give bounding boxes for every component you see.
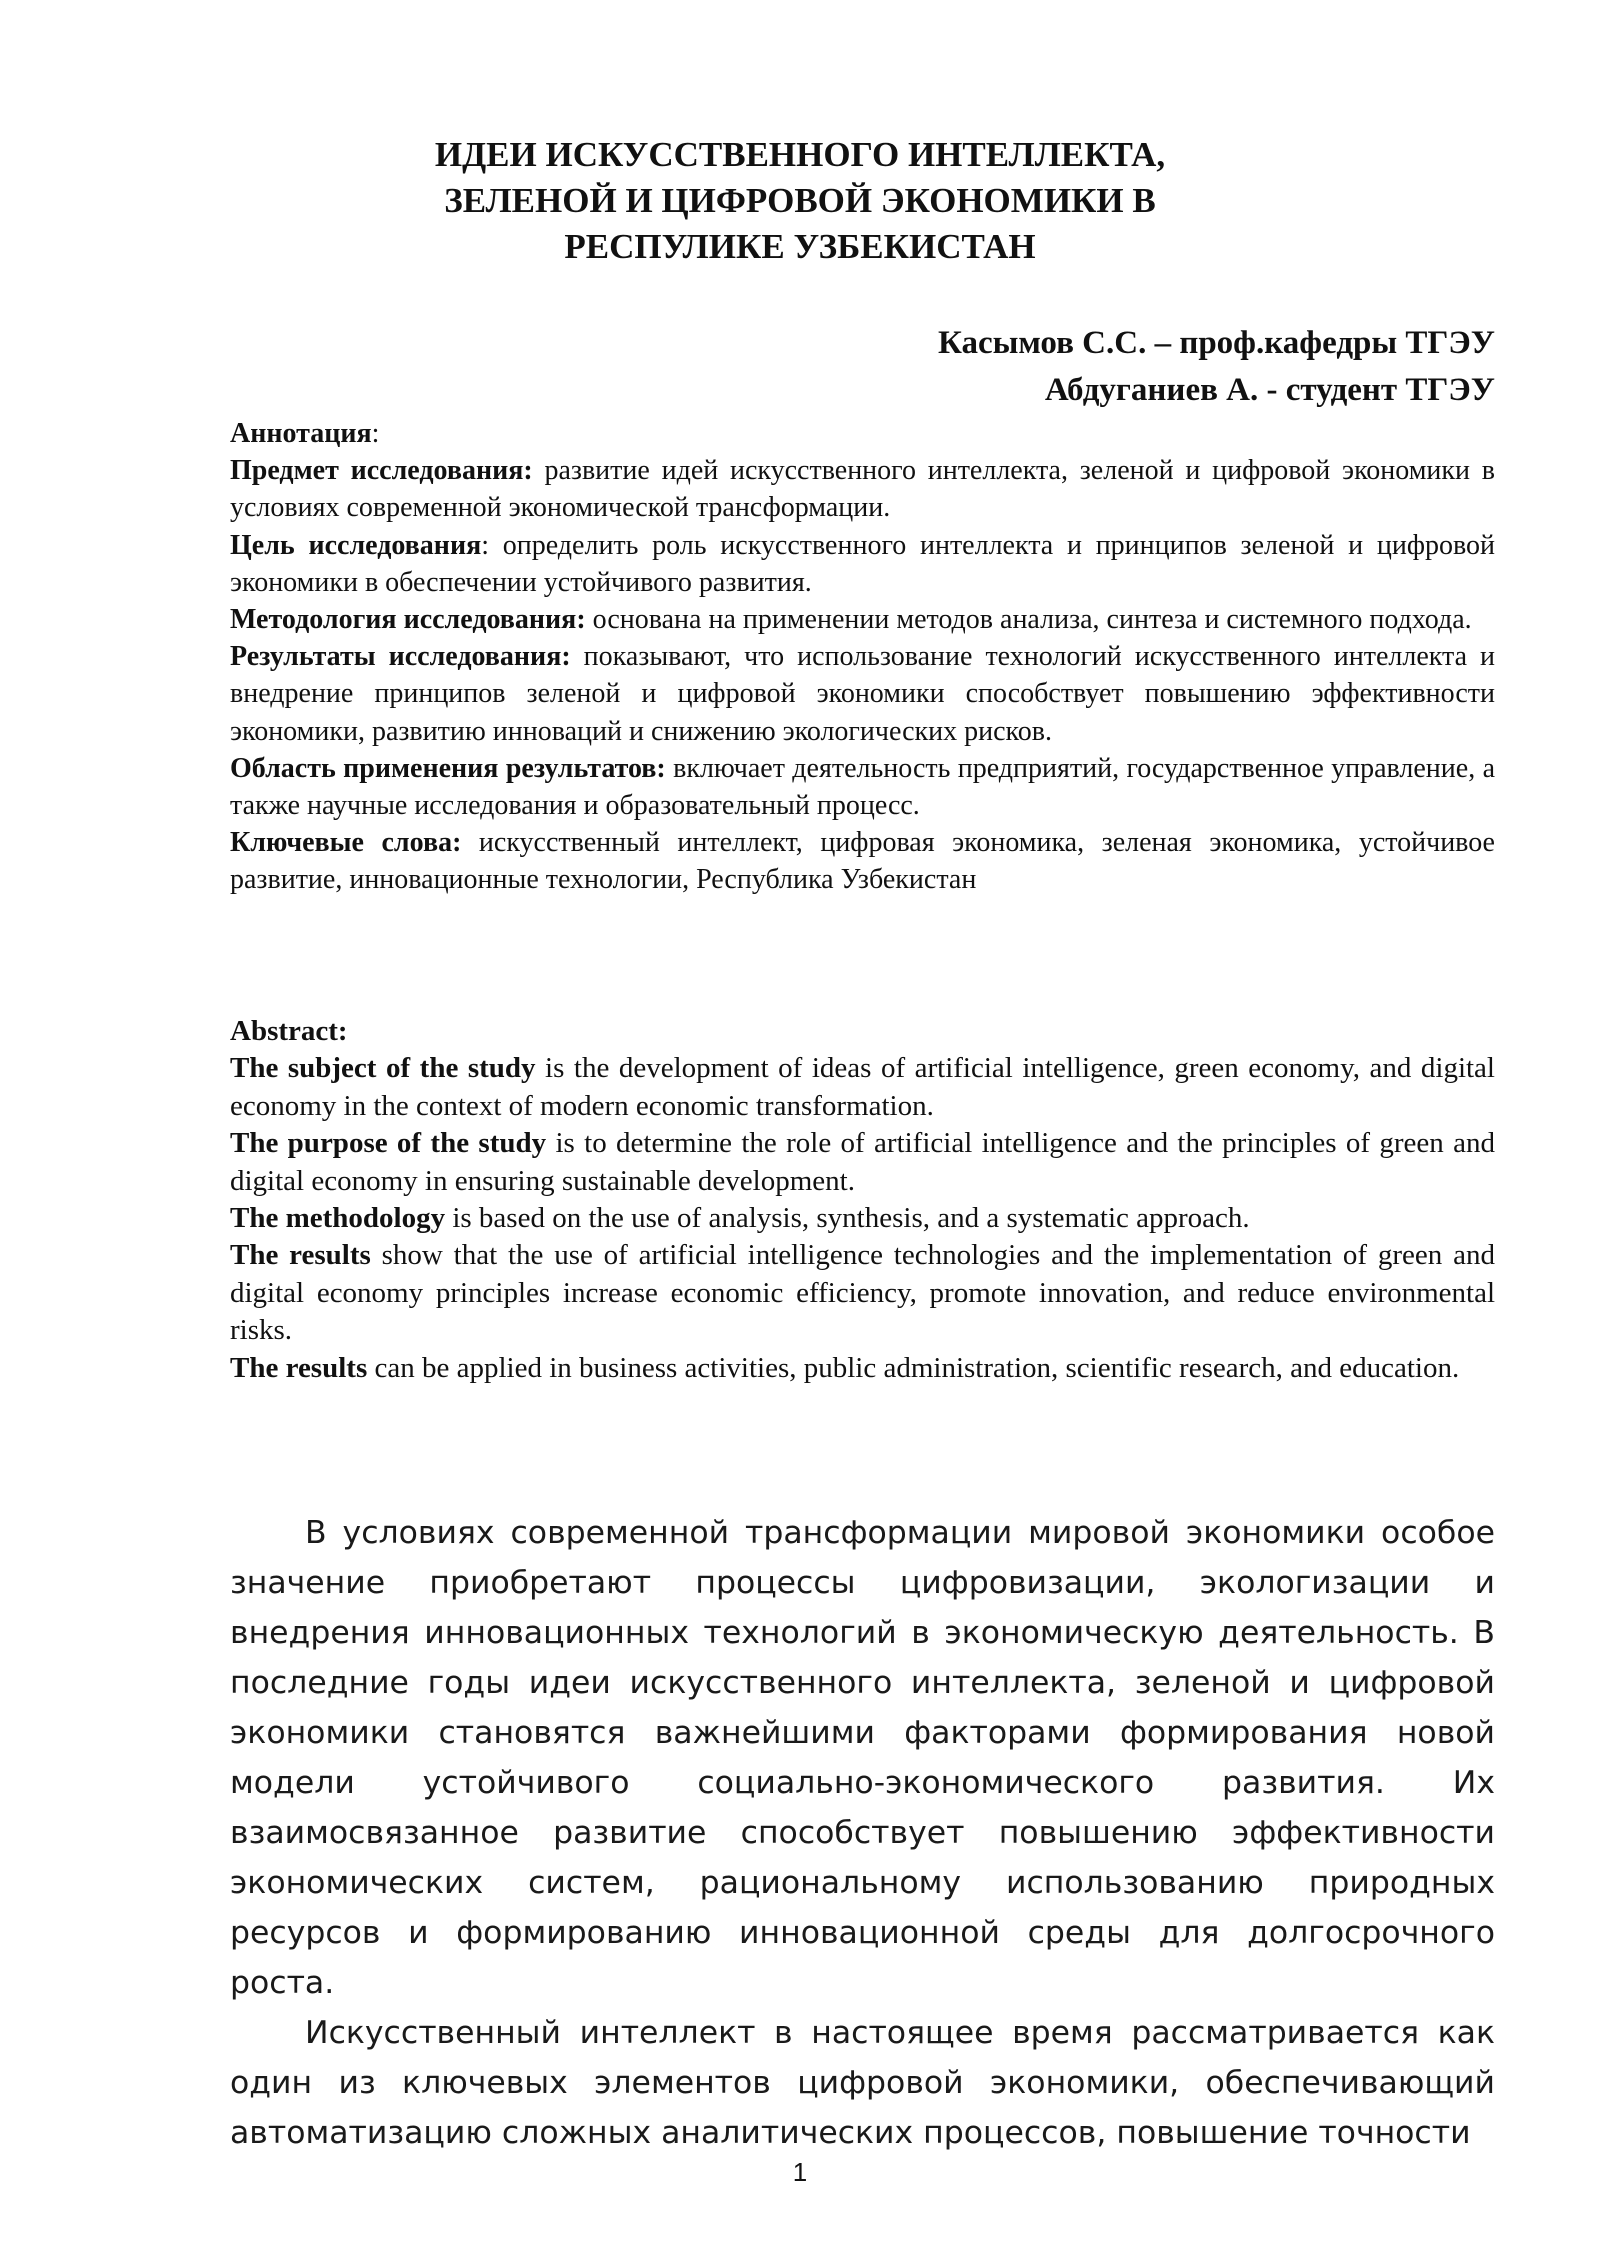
- title-line-3: РЕСПУЛИКЕ УЗБЕКИСТАН: [564, 227, 1036, 266]
- abstract-purpose-text: is to determine the role of artificial intelligence and the principles of green and digital economy in ensuring sustainable development.: [230, 1127, 1495, 1197]
- main-body: [230, 1508, 1495, 2158]
- annotation-goal: [230, 527, 1495, 601]
- annotation-heading-line: [230, 415, 1495, 452]
- annotation-subject-label: Предмет исследования:: [230, 455, 533, 487]
- abstract-heading: Abstract:: [230, 1015, 348, 1047]
- abstract-purpose-label: The purpose of the study: [230, 1127, 547, 1160]
- abstract-subject-text: is the development of ideas of artificial intelligence, green economy, and digital economy in the context of modern economic transformation.: [230, 1052, 1495, 1122]
- annotation-application: [230, 750, 1495, 824]
- abstract-results: [230, 1237, 1495, 1349]
- annotation-keywords-label: Ключевые слова:: [230, 827, 462, 859]
- author-2: Абдуганиев А. - студент ТГЭУ: [1044, 372, 1495, 408]
- abstract-results-label: The results: [230, 1239, 371, 1272]
- annotation-results: [230, 638, 1495, 750]
- annotation-subject: [230, 452, 1495, 526]
- annotation-method-text: основана на применении методов анализа, синтеза и системного подхода.: [585, 604, 1472, 636]
- annotation-goal-text: : определить роль искусственного интеллекта и принципов зеленой и цифровой экономики в обеспечении устойчивого развития.: [230, 529, 1496, 598]
- author-1: Касымов С.С. – проф.кафедры ТГЭУ: [937, 325, 1495, 361]
- abstract-application-text: can be applied in business activities, public administration, scientific research, and education.: [367, 1351, 1460, 1384]
- title-line-2: ЗЕЛЕНОЙ И ЦИФРОВОЙ ЭКОНОМИКИ В: [444, 181, 1156, 220]
- abstract-en: [230, 1013, 1495, 1387]
- annotation-keywords-text: искусственный интеллект, цифровая экономика, зеленая экономика, устойчивое развитие, инновационные технологии, Республика Узбекистан: [230, 827, 1495, 896]
- annotation-results-text: показывают, что использование технологий искусственного интеллекта и внедрение принципов зеленой и цифровой экономики способствует повышению эффективности экономики, развитию инноваций и снижению экологических рисков.: [230, 641, 1495, 747]
- page-number: 1: [792, 2157, 808, 2187]
- annotation-application-text: включает деятельность предприятий, государственное управление, а также научные исследования и образовательный процесс.: [230, 752, 1495, 822]
- abstract-heading-line: [230, 1013, 1495, 1050]
- annotation-subject-text: развитие идей искусственного интеллекта, зеленой и цифровой экономики в условиях современной экономической трансформации.: [230, 455, 1495, 524]
- annotation-method: [230, 601, 1495, 638]
- abstract-method: [230, 1200, 1495, 1237]
- annotation-method-label: Методология исследования:: [230, 604, 586, 636]
- authors-block: [595, 320, 1495, 414]
- abstract-subject-label: The subject of the study: [230, 1052, 536, 1085]
- annotation-keywords: [230, 824, 1495, 898]
- abstract-method-text: is based on the use of analysis, synthesis, and a systematic approach.: [445, 1202, 1250, 1235]
- abstract-results-text: show that the use of artificial intelligence technologies and the implementation of green and digital economy principles increase economic efficiency, promote innovation, and reduce environmental risks.: [230, 1239, 1495, 1347]
- article-title: [230, 132, 1370, 270]
- abstract-subject: [230, 1050, 1495, 1125]
- abstract-application: [230, 1350, 1495, 1387]
- body-paragraph-2: Искусственный интеллект в настоящее время рассматривается как один из ключевых элементов цифровой экономики, обеспечивающий автоматизацию сложных аналитических процессов, повышение точности: [230, 2015, 1495, 2151]
- abstract-application-label: The results: [230, 1351, 368, 1384]
- annotation-heading-colon: :: [371, 418, 380, 449]
- annotation-results-label: Результаты исследования:: [230, 641, 571, 673]
- abstract-method-label: The methodology: [230, 1202, 446, 1235]
- annotation-heading: Аннотация: [230, 418, 372, 449]
- title-line-1: ИДЕИ ИСКУССТВЕННОГО ИНТЕЛЛЕКТА,: [434, 135, 1166, 174]
- annotation-application-label: Область применения результатов:: [230, 752, 666, 784]
- annotation-ru: [230, 415, 1495, 899]
- annotation-goal-label: Цель исследования: [230, 529, 482, 561]
- abstract-purpose: [230, 1125, 1495, 1200]
- body-paragraph-1: В условиях современной трансформации мировой экономики особое значение приобретают процессы цифровизации, экологизации и внедрения инновационных технологий в экономическую деятельность. В последние годы идеи искусственного интеллекта, зеленой и цифровой экономики становятся важнейшими факторами формирования новой модели устойчивого социально-экономического развития. Их взаимосвязанное развитие способствует повышению эффективности экономических систем, рациональному использованию природных ресурсов и формированию инновационной среды для долгосрочного роста.: [230, 1515, 1495, 2001]
